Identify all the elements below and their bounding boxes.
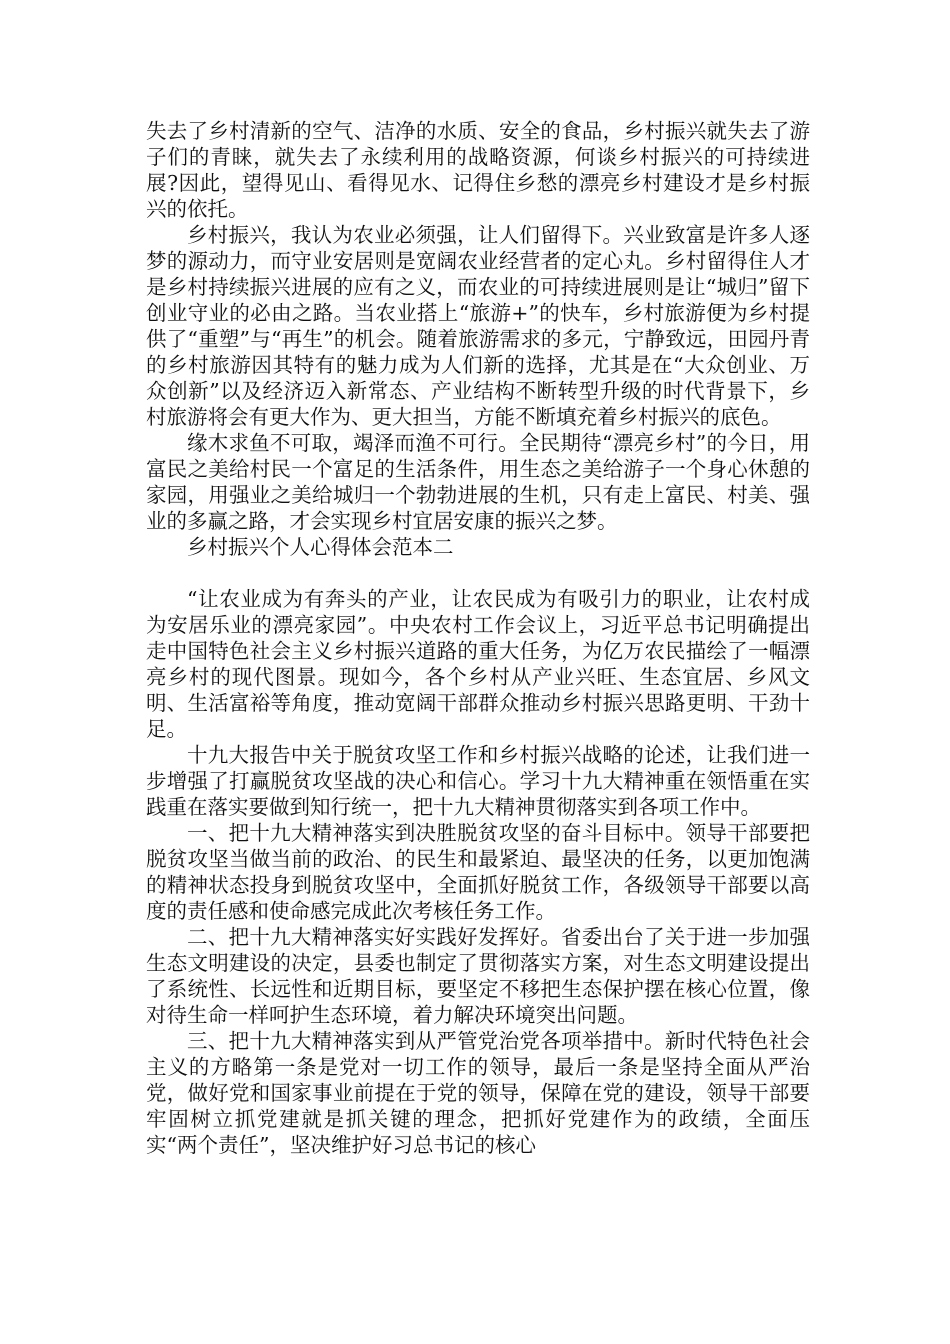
paragraph-3: 缘木求鱼不可取，竭泽而渔不可行。全民期待“漂亮乡村”的今日，用富民之美给村民一个富足的生活条件，用生态之美给游子一个身心休憩的家园，用强业之美给城归一个勃勃进展的生机，只有走上富民、村美、强业的多赢之路，才会实现乡村宜居安康的振兴之梦。 (146, 431, 810, 533)
blank-line (146, 560, 810, 586)
document-body (146, 118, 810, 1158)
paragraph-8: 三、把十九大精神落实到从严管党治党各项举措中。新时代特色社会主义的方略第一条是党对一切工作的领导，最后一条是坚持全面从严治党，做好党和国家事业前提在于党的领导，保障在党的建设，领导干部要牢固树立抓党建就是抓关键的理念，把抓好党建作为的政绩，全面压实“两个责任”，坚决维护好习总书记的核心 (146, 1029, 810, 1157)
paragraph-7: 二、把十九大精神落实好实践好发挥好。省委出台了关于进一步加强生态文明建设的决定，县委也制定了贯彻落实方案，对生态文明建设提出了系统性、长远性和近期目标，要坚定不移把生态保护摆在核心位置，像对待生命一样呵护生态环境，着力解决环境突出问题。 (146, 925, 810, 1027)
paragraph-4: “让农业成为有奔头的产业，让农民成为有吸引力的职业，让农村成为安居乐业的漂亮家园”。中央农村工作会议上，习近平总书记明确提出走中国特色社会主义乡村振兴道路的重大任务，为亿万农民描绘了一幅漂亮乡村的现代图景。现如今，各个乡村从产业兴旺、生态宜居、乡风文明、生活富裕等角度，推动宽阔干部群众推动乡村振兴思路更明、干劲十足。 (146, 587, 810, 741)
paragraph-6: 一、把十九大精神落实到决胜脱贫攻坚的奋斗目标中。领导干部要把脱贫攻坚当做当前的政治、的民生和最紧迫、最坚决的任务，以更加饱满的精神状态投身到脱贫攻坚中，全面抓好脱贫工作，各级领导干部要以高度的责任感和使命感完成此次考核任务工作。 (146, 821, 810, 923)
paragraph-2: 乡村振兴，我认为农业必须强，让人们留得下。兴业致富是许多人逐梦的源动力，而守业安居则是宽阔农业经营者的定心丸。乡村留得住人才是乡村持续振兴进展的应有之义，而农业的可持续进展则是让“城归”留下创业守业的必由之路。当农业搭上“旅游+”的快车，乡村旅游便为乡村提供了“重塑”与“再生”的机会。随着旅游需求的多元，宁静致远，田园丹青的乡村旅游因其特有的魅力成为人们新的选择，尤其是在“大众创业、万众创新”以及经济迈入新常态、产业结构不断转型升级的时代背景下，乡村旅游将会有更大作为、更大担当，方能不断填充着乡村振兴的底色。 (146, 223, 810, 429)
paragraph-5: 十九大报告中关于脱贫攻坚工作和乡村振兴战略的论述，让我们进一步增强了打赢脱贫攻坚战的决心和信心。学习十九大精神重在领悟重在实践重在落实要做到知行统一，把十九大精神贯彻落实到各项工作中。 (146, 743, 810, 819)
paragraph-1: 失去了乡村清新的空气、洁净的水质、安全的食品，乡村振兴就失去了游子们的青睐，就失去了永续利用的战略资源，何谈乡村振兴的可持续进展?因此，望得见山、看得见水、记得住乡愁的漂亮乡村建设才是乡村振兴的依托。 (146, 119, 810, 221)
section-title: 乡村振兴个人心得体会范本二 (187, 535, 454, 559)
